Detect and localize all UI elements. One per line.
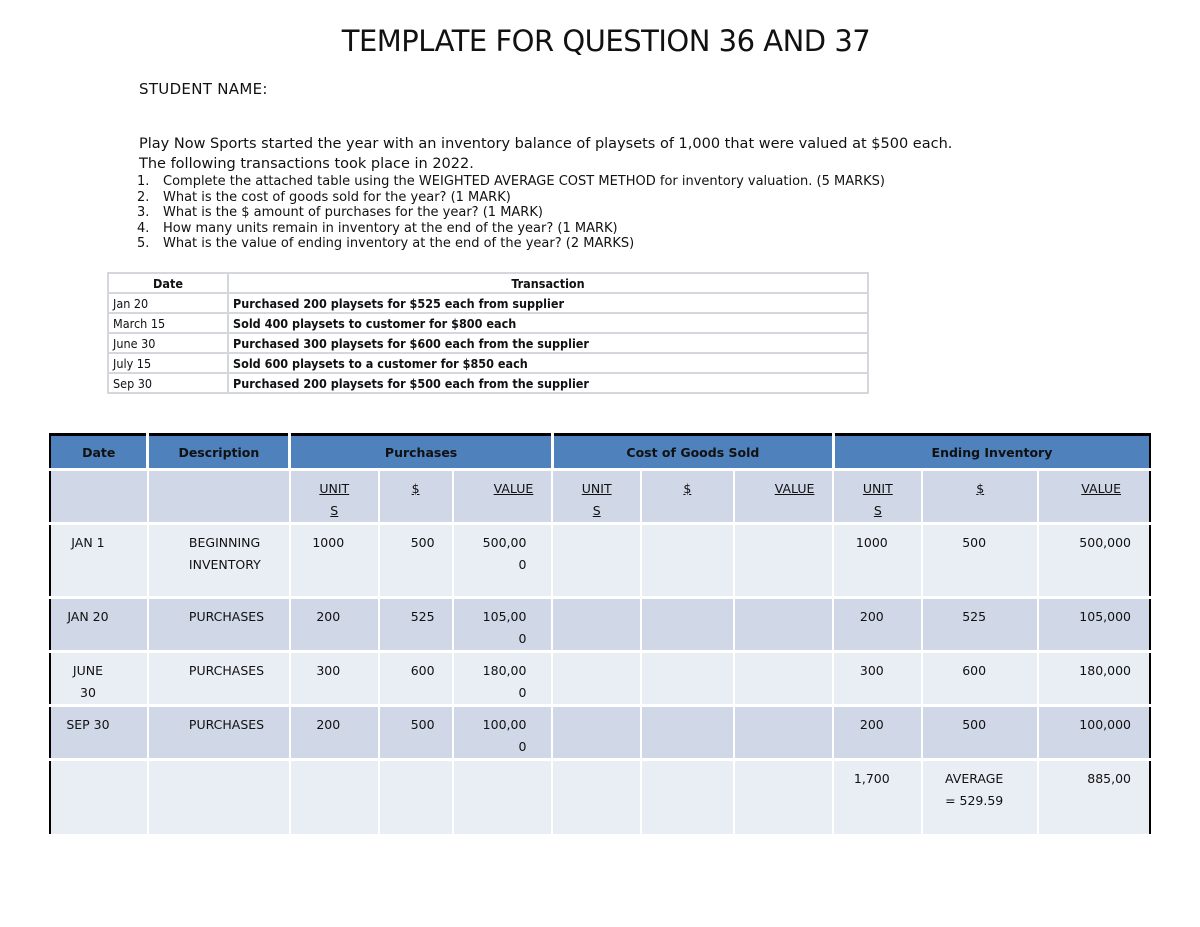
ending-units-text: 200 (859, 609, 884, 624)
transaction-text: Sold 400 playsets to customer for $800 each (228, 313, 868, 333)
question-item (137, 236, 885, 252)
question-number: 3. (137, 205, 150, 221)
table-row (50, 652, 1150, 706)
column-header: Transaction (228, 273, 868, 293)
purchase-units (290, 760, 379, 834)
purchase-units (290, 598, 379, 652)
transaction-text: Purchased 200 playsets for $525 each from supplier (228, 293, 868, 313)
question-text: What is the value of ending inventory at the end of the year? (2 MARKS) (163, 236, 635, 252)
inventory-table (49, 433, 1151, 834)
column-header-description: Description (148, 435, 290, 470)
purchase-price (379, 652, 453, 706)
ending-value-text: 105,000 (1079, 609, 1131, 624)
row-description (148, 706, 290, 760)
ending-units-text: 200 (859, 717, 884, 732)
subheader-value-text: VALUE (774, 481, 815, 496)
cogs-price (641, 598, 734, 652)
transaction-date: March 15 (108, 313, 228, 333)
purchase-units-text: 200 (316, 609, 341, 624)
question-item (137, 205, 885, 221)
purchase-price (379, 760, 453, 834)
ending-price (922, 706, 1038, 760)
row-description (148, 524, 290, 598)
cogs-value (734, 760, 834, 834)
transaction-text: Sold 600 playsets to a customer for $850 each (228, 353, 868, 373)
row-description (148, 652, 290, 706)
table-row (108, 373, 868, 393)
subheader-value (734, 470, 834, 524)
cogs-price (641, 652, 734, 706)
subheader-dollar (379, 470, 453, 524)
question-list (137, 174, 885, 252)
purchase-value-text: 100,000 (482, 717, 527, 754)
row-date-text: JUNE 30 (72, 663, 103, 700)
table-row (50, 524, 1150, 598)
column-header-purchases: Purchases (290, 435, 552, 470)
row-date (50, 706, 148, 760)
purchase-value-text: 500,000 (482, 535, 527, 572)
cogs-value (734, 524, 834, 598)
ending-value (1038, 706, 1150, 760)
cogs-value (734, 598, 834, 652)
row-date-text: SEP 30 (66, 717, 110, 732)
ending-price (922, 652, 1038, 706)
question-item (137, 190, 885, 206)
cogs-units (552, 524, 641, 598)
purchase-price-text: 600 (410, 663, 435, 678)
ending-price (922, 524, 1038, 598)
ending-value-text: 885,00 (1087, 771, 1131, 786)
intro-line: Play Now Sports started the year with an inventory balance of playsets of 1,000 that were valued at $500 each. (139, 136, 953, 152)
intro-text (139, 134, 952, 174)
ending-units-text: 1,700 (853, 771, 890, 786)
subheader-units (552, 470, 641, 524)
intro-line: The following transactions took place in 2022. (139, 156, 474, 172)
ending-units-text: 300 (859, 663, 884, 678)
transaction-date: Jan 20 (108, 293, 228, 313)
ending-price-text: AVERAGE = 529.59 (945, 771, 1004, 808)
purchase-price-text: 500 (410, 535, 435, 550)
row-date (50, 652, 148, 706)
cogs-price (641, 760, 734, 834)
table-row (108, 353, 868, 373)
purchase-units (290, 524, 379, 598)
ending-price-text: 500 (962, 535, 987, 550)
column-header: Date (108, 273, 228, 293)
transaction-date: June 30 (108, 333, 228, 353)
transactions-table (107, 272, 869, 394)
table-header-row (50, 435, 1150, 470)
row-description-text: PURCHASES (188, 663, 265, 678)
table-header-row (108, 273, 868, 293)
question-text: Complete the attached table using the WEIGHTED AVERAGE COST METHOD for inventory valuation. (5 MARKS) (163, 174, 886, 189)
subheader-units-text: UNITS (581, 481, 612, 518)
subheader-value (453, 470, 553, 524)
ending-price-text: 500 (962, 717, 987, 732)
table-row (50, 598, 1150, 652)
transaction-text: Purchased 300 playsets for $600 each from the supplier (228, 333, 868, 353)
row-description-text: BEGINNING INVENTORY (188, 535, 261, 572)
subheader-units-text: UNITS (862, 481, 893, 518)
ending-units (833, 706, 922, 760)
subheader-value-text: VALUE (1081, 481, 1121, 496)
row-description-text: PURCHASES (188, 609, 265, 624)
ending-units (833, 524, 922, 598)
purchase-units (290, 706, 379, 760)
question-number: 1. (137, 174, 150, 189)
question-text: What is the cost of goods sold for the year? (1 MARK) (163, 189, 511, 205)
question-item (137, 174, 885, 190)
ending-value (1038, 652, 1150, 706)
purchase-price (379, 524, 453, 598)
cogs-units (552, 598, 641, 652)
purchase-value-text: 105,000 (482, 609, 527, 646)
subheader-value-text: VALUE (493, 481, 534, 496)
column-header-ending-inventory: Ending Inventory (833, 435, 1150, 470)
question-number: 5. (137, 236, 150, 252)
row-description-text: PURCHASES (188, 717, 265, 732)
subheader-dollar (641, 470, 734, 524)
purchase-price (379, 706, 453, 760)
row-description (148, 598, 290, 652)
row-date-text: JAN 20 (67, 609, 109, 624)
transaction-date: July 15 (108, 353, 228, 373)
subheader-dollar-text: $ (683, 481, 692, 496)
ending-units-text: 1000 (855, 535, 888, 550)
ending-value-text: 100,000 (1079, 717, 1131, 732)
column-header-date: Date (50, 435, 148, 470)
ending-value (1038, 598, 1150, 652)
row-date (50, 524, 148, 598)
table-row (108, 333, 868, 353)
transaction-date: Sep 30 (108, 373, 228, 393)
row-description (148, 760, 290, 834)
ending-units (833, 652, 922, 706)
ending-value-text: 500,000 (1079, 535, 1131, 550)
ending-units (833, 598, 922, 652)
ending-value (1038, 524, 1150, 598)
purchase-units-text: 200 (316, 717, 341, 732)
purchase-units (290, 652, 379, 706)
purchase-price (379, 598, 453, 652)
purchase-value-text: 180,000 (482, 663, 527, 700)
subheader-units (290, 470, 379, 524)
empty-cell (50, 470, 148, 524)
purchase-price-text: 500 (410, 717, 435, 732)
empty-cell (148, 470, 290, 524)
ending-price (922, 760, 1038, 834)
cogs-units (552, 706, 641, 760)
question-number: 2. (137, 189, 150, 205)
subheader-dollar-text: $ (976, 481, 985, 496)
cogs-price (641, 706, 734, 760)
table-row (50, 760, 1150, 834)
student-name-label: STUDENT NAME: (139, 80, 268, 98)
ending-value-text: 180,000 (1079, 663, 1131, 678)
ending-price-text: 525 (962, 609, 987, 624)
subheader-dollar-text: $ (411, 481, 420, 496)
question-text: How many units remain in inventory at the end of the year? (1 MARK) (163, 220, 618, 236)
column-header-cogs: Cost of Goods Sold (552, 435, 833, 470)
row-date (50, 760, 148, 834)
subheader-value (1038, 470, 1150, 524)
question-text: What is the $ amount of purchases for the year? (1 MARK) (163, 205, 543, 221)
purchase-value (453, 598, 553, 652)
purchase-value (453, 706, 553, 760)
subheader-row (50, 470, 1150, 524)
purchase-value (453, 652, 553, 706)
question-item (137, 221, 885, 237)
cogs-value (734, 652, 834, 706)
ending-price (922, 598, 1038, 652)
ending-price-text: 600 (962, 663, 987, 678)
cogs-units (552, 652, 641, 706)
cogs-units (552, 760, 641, 834)
purchase-units-text: 1000 (312, 535, 345, 550)
table-row (50, 706, 1150, 760)
purchase-value (453, 760, 553, 834)
row-date (50, 598, 148, 652)
ending-units (833, 760, 922, 834)
table-row (108, 293, 868, 313)
subheader-units (833, 470, 922, 524)
transaction-text: Purchased 200 playsets for $500 each from the supplier (228, 373, 868, 393)
purchase-units-text: 300 (316, 663, 341, 678)
subheader-units-text: UNITS (319, 481, 350, 518)
subheader-dollar (922, 470, 1038, 524)
ending-value (1038, 760, 1150, 834)
page-title: TEMPLATE FOR QUESTION 36 AND 37 (341, 24, 871, 58)
question-number: 4. (137, 220, 150, 236)
purchase-price-text: 525 (410, 609, 435, 624)
cogs-value (734, 706, 834, 760)
purchase-value (453, 524, 553, 598)
cogs-price (641, 524, 734, 598)
table-row (108, 313, 868, 333)
row-date-text: JAN 1 (71, 535, 105, 550)
